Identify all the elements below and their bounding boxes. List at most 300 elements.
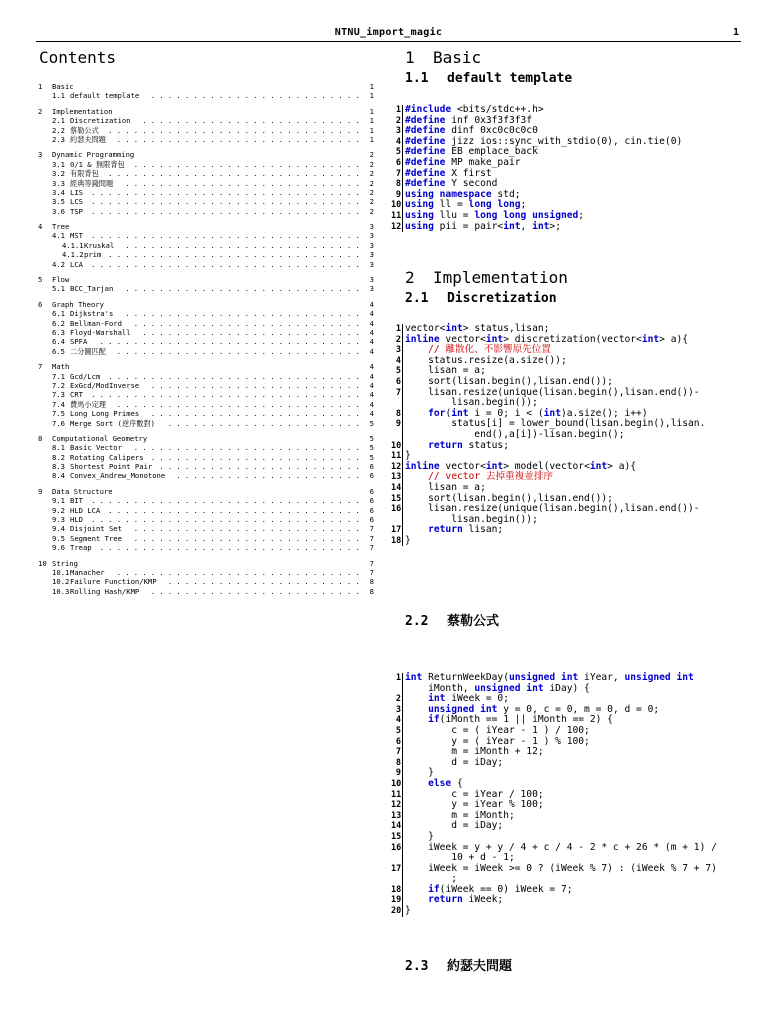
code-token: pii = pair< [433, 220, 504, 232]
code-token: { [451, 777, 463, 789]
line-number-rule [402, 419, 403, 430]
toc-entry[interactable] [38, 135, 378, 144]
toc-group [38, 487, 378, 553]
toc-entry-page: 4 [369, 371, 374, 381]
code-token: } [405, 830, 434, 842]
line-number: 9 [395, 768, 401, 779]
toc-entry-title: Merge Sort (逆序數對) [70, 418, 156, 428]
code-token: > model(vector< [503, 460, 590, 472]
line-number-rule [402, 536, 403, 547]
code-token: sort(lisan.begin(),lisan.end()); [405, 375, 613, 387]
toc-entry[interactable] [38, 309, 378, 318]
code-token [405, 884, 428, 895]
code-token: ; [520, 199, 527, 211]
code-token: int [485, 333, 504, 345]
toc-entry-title: String [52, 558, 78, 568]
subsection-heading [405, 290, 557, 308]
toc-entry-number: 6.4 [52, 337, 65, 347]
toc-entry-title: Disjoint Set [70, 524, 122, 534]
line-number-rule [402, 483, 403, 494]
subsection-number: 2.1 [405, 291, 429, 306]
toc-entry-number: 4.1 [52, 231, 65, 241]
code-token: 10 + d - 1; [405, 852, 515, 864]
toc-entry[interactable] [38, 82, 378, 91]
toc-entry-page: 4 [369, 409, 374, 419]
code-token: vector< [439, 333, 486, 345]
subsection-title: 蔡勒公式 [447, 614, 500, 629]
toc-entry-title: Flow [52, 275, 70, 285]
line-number-rule [402, 409, 403, 420]
code-token: end(),a[i])-lisan.begin(); [405, 428, 625, 440]
code-token: unsigned int [508, 672, 579, 683]
code-token: EB emplace_back [445, 146, 538, 158]
line-number-rule [402, 885, 403, 896]
toc-entry-page: 2 [369, 159, 374, 169]
toc-entry-title: HLD LCA [70, 505, 101, 515]
toc-entry[interactable] [38, 160, 378, 169]
toc-entry[interactable] [38, 524, 378, 533]
toc-entry-number: 10 [38, 558, 47, 568]
toc-entry[interactable] [38, 587, 378, 596]
line-number-rule [402, 715, 403, 726]
line-number: 2 [395, 694, 401, 705]
toc-entry[interactable] [38, 419, 378, 428]
toc-entry-title: Tree [52, 222, 70, 232]
code-token: return [428, 439, 463, 451]
code-token: int [451, 407, 469, 419]
code-token: ( [445, 407, 452, 419]
toc-entry[interactable] [38, 577, 378, 586]
toc-entry[interactable] [38, 559, 378, 568]
toc-entry-page: 3 [369, 275, 374, 285]
code-token: lisan.resize(unique(lisan.begin(),lisan.end())- [405, 386, 700, 398]
code-token: inf 0x3f3f3f3f [445, 114, 533, 126]
code-token: ; [578, 209, 585, 221]
toc-entry[interactable] [38, 347, 378, 356]
toc-group [38, 107, 378, 145]
code-token: > discretization(vector< [503, 333, 642, 345]
toc-entry-page: 2 [369, 187, 374, 197]
code-token [405, 693, 428, 704]
code-token: llu = [433, 209, 475, 221]
toc-entry-page: 6 [369, 462, 374, 472]
toc-entry[interactable] [38, 328, 378, 337]
toc-entry-title: LIS [70, 187, 83, 197]
toc-entry-page: 2 [369, 197, 374, 207]
code-token: int [428, 693, 446, 705]
line-number-rule [402, 504, 403, 515]
toc-entry[interactable] [38, 169, 378, 178]
toc-entry-number: 7.1 [52, 371, 65, 381]
line-number-rule [402, 768, 403, 779]
toc-entry-page: 3 [369, 231, 374, 241]
toc-entry-page: 3 [369, 250, 374, 260]
line-number-rule [402, 190, 403, 201]
toc-entry-number: 9.1 [52, 496, 65, 506]
toc-entry[interactable] [38, 300, 378, 309]
code-token: using [405, 220, 434, 232]
code-token: int [485, 460, 504, 472]
line-number: 12 [391, 800, 402, 811]
toc-entry-number: 3.3 [52, 178, 65, 188]
code-token: > status,lisan; [462, 323, 550, 334]
line-number: 10 [391, 200, 402, 211]
line-number: 11 [391, 789, 402, 800]
toc-entry[interactable] [38, 197, 378, 206]
toc-entry-number: 7.3 [52, 390, 65, 400]
line-number-rule [402, 673, 403, 684]
code-token: d = iDay; [405, 820, 504, 832]
code-token: #define [405, 114, 446, 126]
line-number: 15 [391, 493, 402, 504]
toc-entry[interactable] [38, 362, 378, 371]
toc-entry-number: 9.2 [52, 505, 65, 515]
subsection-number: 2.3 [405, 959, 429, 974]
toc-entry-number: 6.2 [52, 318, 65, 328]
toc-entry[interactable] [38, 443, 378, 452]
toc-entry-title: Graph Theory [52, 299, 104, 309]
toc-entry-title: Segment Tree [70, 533, 122, 543]
toc-entry-number: 10.1 [52, 567, 70, 577]
code-token: y = iYear % 100; [405, 799, 544, 811]
line-number-rule [402, 853, 403, 864]
toc-entry-page: 7 [369, 533, 374, 543]
toc-entry-title: Shortest Point Pair [70, 462, 153, 472]
toc-entry-number: 1 [38, 82, 43, 91]
line-number-rule [402, 800, 403, 811]
code-token: using namespace [405, 188, 492, 200]
toc-entry-page: 1 [369, 91, 374, 101]
toc-entry-number: 7.2 [52, 380, 65, 390]
toc-leader-dots: ................................ [91, 187, 364, 197]
code-line [391, 820, 743, 832]
toc-leader-dots: ........................... [133, 443, 364, 453]
toc-leader-dots: ........................ [159, 462, 364, 472]
line-number-rule [402, 737, 403, 748]
toc-entry[interactable] [38, 275, 378, 284]
toc-entry[interactable] [38, 179, 378, 188]
toc-leader-dots: ................................ [91, 390, 364, 400]
code-token [405, 524, 428, 535]
line-number-rule [402, 137, 403, 148]
toc-entry-title: MST [70, 231, 83, 241]
toc-entry-title: Floyd-Warshall [70, 327, 131, 337]
toc-entry-page: 3 [369, 284, 374, 294]
toc-entry-page: 7 [369, 558, 374, 568]
code-token: lisan.resize(unique(lisan.begin(),lisan.end())- [405, 503, 700, 515]
toc-entry-page: 4 [369, 362, 374, 372]
code-token: iWeek = y + y / 4 + c / 4 - 2 * c + 26 * (m + 1) / [405, 841, 717, 853]
toc-leader-dots: ......................... [150, 452, 364, 462]
toc-entry-title: Failure Function/KMP [70, 577, 157, 587]
toc-entry[interactable] [38, 568, 378, 577]
toc-entry[interactable] [38, 319, 378, 328]
code-token: int [543, 407, 561, 419]
toc-entry-page: 1 [369, 82, 374, 91]
toc-entry[interactable] [38, 91, 378, 100]
code-token [405, 408, 428, 419]
line-number: 9 [395, 419, 401, 430]
toc-entry-number: 7.5 [52, 409, 65, 419]
toc-entry-title: Manacher [70, 567, 105, 577]
toc-entry[interactable] [38, 487, 378, 496]
toc-entry[interactable] [38, 126, 378, 135]
toc-entry-number: 4.1.2 [62, 250, 84, 260]
code-token: iWeek; [462, 894, 504, 906]
code-block [391, 672, 743, 917]
toc-entry-page: 4 [369, 346, 374, 356]
toc-entry[interactable] [38, 231, 378, 240]
code-token: jizz ios::sync_with_stdio(0), cin.tie(0) [445, 135, 683, 147]
code-token [405, 344, 428, 355]
code-token: c = ( iYear - 1 ) / 100; [405, 724, 590, 736]
toc-entry-page: 2 [369, 206, 374, 216]
line-number: 14 [391, 821, 402, 832]
toc-entry-title: Long Long Primes [70, 409, 140, 419]
toc-entry[interactable] [38, 434, 378, 443]
line-number: 12 [391, 221, 402, 232]
toc-entry[interactable] [38, 207, 378, 216]
toc-leader-dots: .......................... [142, 116, 364, 126]
line-number-rule [402, 726, 403, 737]
line-number: 8 [395, 179, 401, 190]
toc-leader-dots: ...................... [176, 471, 364, 481]
toc-leader-dots: ................................ [91, 515, 364, 525]
line-number: 7 [395, 168, 401, 179]
toc-entry[interactable] [38, 116, 378, 125]
toc-entry-page: 5 [369, 443, 374, 453]
line-number-rule [402, 821, 403, 832]
line-number-rule [402, 398, 403, 409]
toc-group [38, 434, 378, 481]
toc-entry-page: 7 [369, 567, 374, 577]
code-token: sort(lisan.begin(),lisan.end()); [405, 492, 613, 504]
toc-entry[interactable] [38, 390, 378, 399]
toc-group [38, 82, 378, 101]
toc-entry[interactable] [38, 409, 378, 418]
header-rule [36, 41, 741, 42]
code-token: ; [405, 873, 457, 885]
code-token: #include [405, 104, 452, 115]
code-token: } [405, 534, 411, 546]
line-number: 4 [395, 355, 401, 366]
toc-leader-dots: ................................ [91, 197, 364, 207]
code-token: unsigned int [428, 703, 498, 715]
code-token: lisan; [462, 524, 504, 536]
toc-entry-title: LCS [70, 197, 83, 207]
toc-entry[interactable] [38, 337, 378, 346]
toc-entry[interactable] [38, 515, 378, 524]
toc-leader-dots: .............................. [108, 250, 364, 260]
toc-entry-number: 9 [38, 486, 43, 496]
line-number: 17 [391, 525, 402, 536]
code-token: , [520, 220, 533, 232]
toc-entry-page: 6 [369, 486, 374, 496]
toc-leader-dots: ................................ [91, 496, 364, 506]
toc-entry-number: 4.1.1 [62, 240, 84, 250]
code-token: #define [405, 156, 446, 168]
code-token: unsigned int [474, 682, 544, 694]
line-number-rule [402, 388, 403, 399]
code-token: ll = [433, 199, 469, 211]
line-number: 3 [395, 345, 401, 356]
section-number: 2 [405, 268, 415, 287]
toc-entry-title: Data Structure [52, 486, 113, 496]
header-page-number: 1 [732, 27, 739, 38]
toc-entry[interactable] [38, 150, 378, 159]
toc-entry[interactable] [38, 284, 378, 293]
toc-heading: Contents [39, 48, 117, 67]
toc-leader-dots: .............................. [108, 169, 364, 179]
code-token: )a.size(); i++) [560, 407, 648, 419]
toc-entry-page: 1 [369, 116, 374, 126]
toc-leader-dots: .............................. [108, 125, 364, 135]
toc-entry[interactable] [38, 188, 378, 197]
section-heading [405, 48, 481, 68]
subsection-title: default template [447, 71, 573, 86]
toc-leader-dots: ............................. [116, 567, 364, 577]
line-number: 5 [395, 366, 401, 377]
toc-entry[interactable] [38, 222, 378, 231]
toc-entry-title: 約瑟夫問題 [70, 134, 106, 144]
toc-entry-title: BIT [70, 496, 83, 506]
code-token: long long [468, 199, 521, 211]
toc-entry-page: 1 [369, 125, 374, 135]
toc-entry[interactable] [38, 372, 378, 381]
toc-entry-title: Dijkstra's [70, 309, 114, 319]
code-token: X first [445, 167, 492, 179]
line-number: 3 [395, 126, 401, 137]
toc-entry[interactable] [38, 250, 378, 259]
toc-leader-dots: ......................... [150, 586, 364, 596]
line-number-rule [402, 684, 403, 695]
toc-entry-page: 4 [369, 299, 374, 309]
code-token: inline [405, 460, 440, 472]
code-token: >; [549, 220, 561, 232]
toc-entry-page: 6 [369, 471, 374, 481]
code-token: lisan.begin()); [405, 397, 538, 409]
line-number: 3 [395, 704, 401, 715]
line-number: 7 [395, 747, 401, 758]
toc-entry[interactable] [38, 506, 378, 515]
toc-entry[interactable] [38, 381, 378, 390]
toc-entry-number: 5.1 [52, 284, 65, 294]
line-number-rule [402, 864, 403, 875]
code-token: #define [405, 135, 446, 147]
code-line [391, 894, 743, 906]
code-token: if [428, 714, 440, 726]
toc-leader-dots: .............................. [108, 371, 364, 381]
toc-entry-page: 4 [369, 327, 374, 337]
toc-entry[interactable] [38, 107, 378, 116]
code-block [391, 104, 743, 232]
toc-entry-page: 6 [369, 505, 374, 515]
code-token: iWeek = iWeek >= 0 ? (iWeek % 7) : (iWeek % 7 + 7) [405, 862, 717, 874]
section-heading [405, 268, 568, 288]
code-token: int [445, 323, 463, 334]
toc-entry-number: 5 [38, 275, 43, 285]
line-number: 8 [395, 408, 401, 419]
line-number-rule [402, 515, 403, 526]
toc-entry-number: 9.5 [52, 533, 65, 543]
toc-entry-title: prim [84, 250, 102, 260]
toc-entry[interactable] [38, 400, 378, 409]
toc-entry[interactable] [38, 453, 378, 462]
code-line [391, 534, 743, 547]
toc-leader-dots: ........................... [133, 524, 364, 534]
toc-entry[interactable] [38, 241, 378, 250]
toc-entry-number: 2 [38, 106, 43, 116]
code-token: <bits/stdc++.h> [451, 104, 544, 115]
subsection-heading [405, 70, 572, 88]
toc-entry-page: 1 [369, 106, 374, 116]
toc-entry[interactable] [38, 471, 378, 480]
line-number-rule [402, 441, 403, 452]
code-token: c = iYear / 100; [405, 788, 544, 800]
toc-entry-title: 經典等錢問題 [70, 178, 114, 188]
toc-entry-number: 3.2 [52, 169, 65, 179]
line-number-rule [402, 126, 403, 137]
toc-entry-page: 4 [369, 337, 374, 347]
line-number-rule [402, 377, 403, 388]
code-token: } [405, 450, 411, 462]
toc-entry[interactable] [38, 534, 378, 543]
toc-entry-number: 9.3 [52, 515, 65, 525]
code-token: iYear, [578, 672, 625, 683]
toc-entry[interactable] [38, 260, 378, 269]
toc-entry-page: 7 [369, 524, 374, 534]
line-number: 11 [391, 451, 402, 462]
toc-leader-dots: ....................... [167, 577, 364, 587]
toc-entry-number: 4 [38, 222, 43, 232]
line-number: 17 [391, 863, 402, 874]
toc-entry-title: CRT [70, 390, 83, 400]
line-number-rule [402, 843, 403, 854]
code-token: int [641, 333, 660, 345]
toc-leader-dots: ................................ [91, 231, 364, 241]
page-header [36, 27, 741, 42]
code-token: using [405, 199, 434, 211]
toc-entry-number: 2.1 [52, 116, 65, 126]
toc-entry[interactable] [38, 543, 378, 552]
code-token: inline [405, 333, 440, 345]
line-number: 10 [391, 778, 402, 789]
toc-entry-number: 7.4 [52, 399, 65, 409]
code-token: vector< [405, 323, 446, 334]
toc-entry[interactable] [38, 496, 378, 505]
toc-entry-title: Discretization [70, 116, 131, 126]
toc-entry-number: 6.5 [52, 346, 65, 356]
toc-entry-number: 8.4 [52, 471, 65, 481]
code-token: status; [462, 439, 509, 451]
toc-entry-page: 2 [369, 150, 374, 160]
toc-entry[interactable] [38, 462, 378, 471]
toc-entry-page: 3 [369, 222, 374, 232]
toc-entry-title: Kruskal [84, 240, 115, 250]
line-number: 4 [395, 715, 401, 726]
code-line [391, 524, 743, 536]
toc-entry-page: 3 [369, 240, 374, 250]
subsection-title: 約瑟夫問題 [447, 959, 513, 974]
line-number-rule [402, 335, 403, 346]
toc-entry-page: 8 [369, 586, 374, 596]
code-token: lisan = a; [405, 365, 486, 377]
line-number: 4 [395, 136, 401, 147]
line-number: 10 [391, 440, 402, 451]
toc-entry-number: 6 [38, 299, 43, 309]
toc-group [38, 222, 378, 269]
subsection-title: Discretization [447, 291, 557, 306]
